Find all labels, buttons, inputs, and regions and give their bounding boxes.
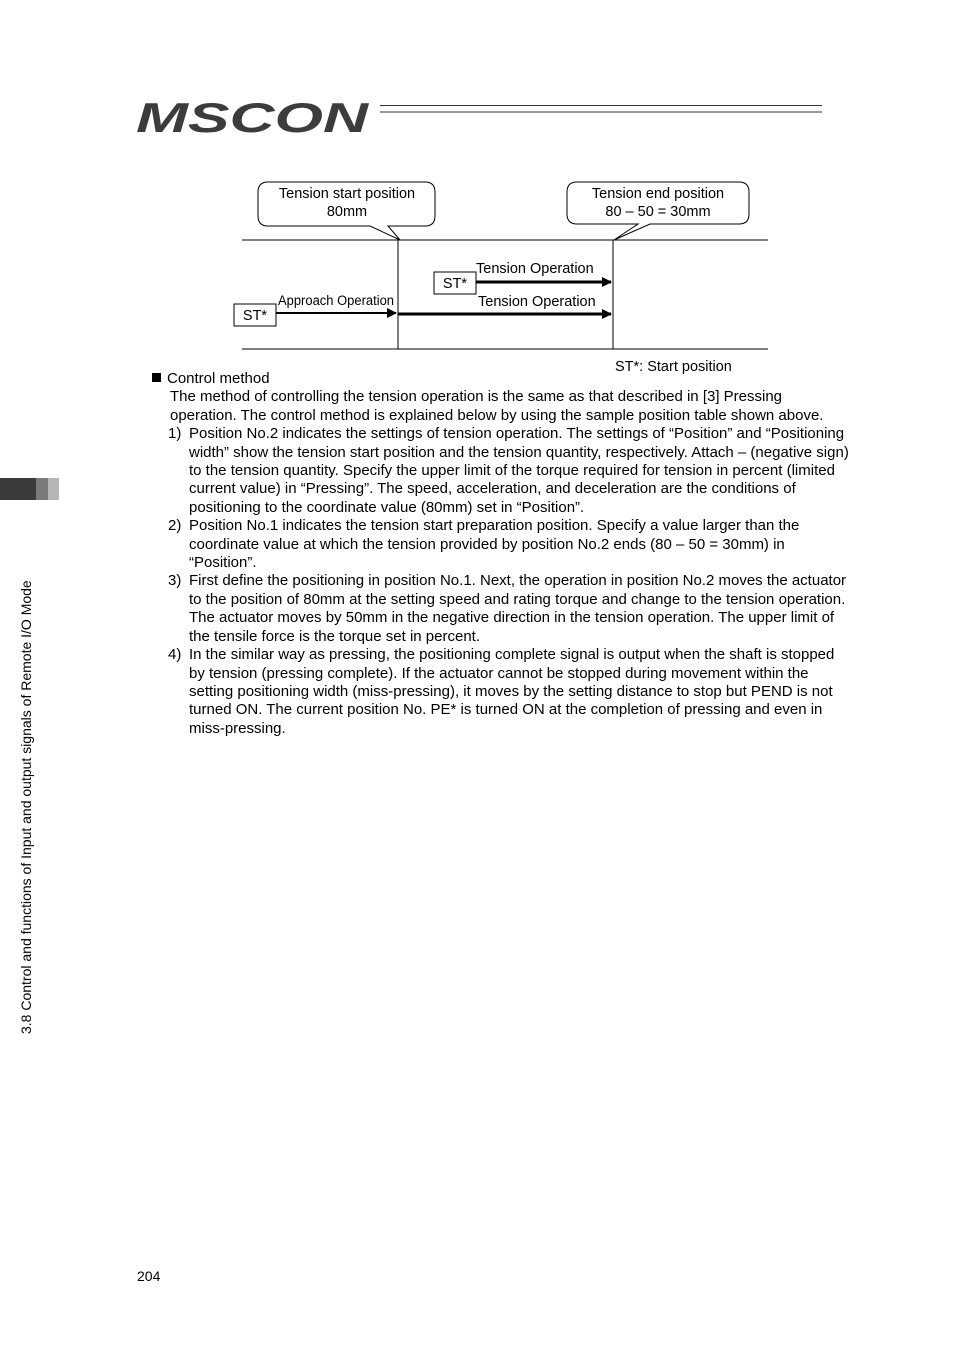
section-heading-text: Control method (167, 370, 270, 387)
callout-end-line1: Tension end position (591, 186, 725, 202)
tension-operation-diagram (230, 176, 780, 376)
list-item-number: 2) (168, 517, 182, 535)
list-item-text: First define the positioning in position No.1. Next, the operation in position No.2 moves the actuator to the position of 80mm at the setting speed and rating torque and change to the tension operation. The actuator moves by 50mm in the negative direction in the tension operation. The upper limit of the tensile force is the torque set in percent. (189, 572, 847, 645)
list-item (152, 517, 852, 572)
list-item-number: 1) (168, 425, 182, 443)
callout-start-line1: Tension start position (278, 186, 416, 202)
chapter-tab-block-mid (36, 478, 48, 500)
square-bullet-icon (152, 373, 161, 382)
numbered-list (152, 425, 852, 738)
mscon-logo (136, 96, 376, 136)
chapter-tab-block-dark (0, 478, 36, 500)
chapter-side-title: 3.8 Control and functions of Input and output signals of Remote I/O Mode (18, 580, 34, 1034)
list-item (152, 646, 852, 738)
tension-label-lower: Tension Operation (478, 294, 596, 310)
approach-label: Approach Operation (278, 293, 394, 308)
list-item-number: 3) (168, 572, 182, 590)
list-item (152, 572, 852, 646)
chapter-tab (0, 478, 60, 500)
callout-end-line2: 80 – 50 = 30mm (605, 204, 711, 220)
logo-text: MSCON (136, 96, 371, 136)
list-item-text: Position No.1 indicates the tension start preparation position. Specify a value larger than the coordinate value at which the tension provided by position No.2 ends (80 – 50 = 30mm) in “Position”. (189, 517, 800, 572)
callout-start-line2: 80mm (326, 204, 368, 220)
section-intro: The method of controlling the tension operation is the same as that described in [3] Pressing operation. The control method is explained below by using the sample position table shown above. (170, 388, 824, 424)
control-method-section (152, 370, 852, 738)
list-item-text: Position No.2 indicates the settings of tension operation. The settings of “Position” and “Positioning width” show the tension start position and the tension quantity, respectively. Attach – (negative sign) to the tension quantity. Specify the upper limit of the torque required for tension in percent (limited current value) in “Pressing”. The speed, acceleration, and deceleration are the conditions of positioning to the coordinate value (80mm) set in “Position”. (189, 425, 849, 516)
diagram-legend: ST*: Start position (615, 359, 732, 375)
chapter-tab-block-light (48, 478, 59, 500)
st-label-tension: ST* (442, 276, 468, 292)
page-number: 204 (137, 1268, 161, 1284)
header-rule (380, 104, 822, 114)
st-label-approach: ST* (242, 308, 268, 324)
list-item (152, 425, 852, 517)
section-heading (152, 370, 852, 388)
list-item-text: In the similar way as pressing, the positioning complete signal is output when the shaft is stopped by tension (pressing complete). If the actuator cannot be stopped during movement within the setting positioning width (miss-pressing), it moves by the setting distance to stop but PEND is not turned ON. The current position No. PE* is turned ON at the completion of pressing and even in miss-pressing. (189, 646, 835, 737)
list-item-number: 4) (168, 646, 182, 664)
tension-label-upper: Tension Operation (476, 261, 594, 277)
